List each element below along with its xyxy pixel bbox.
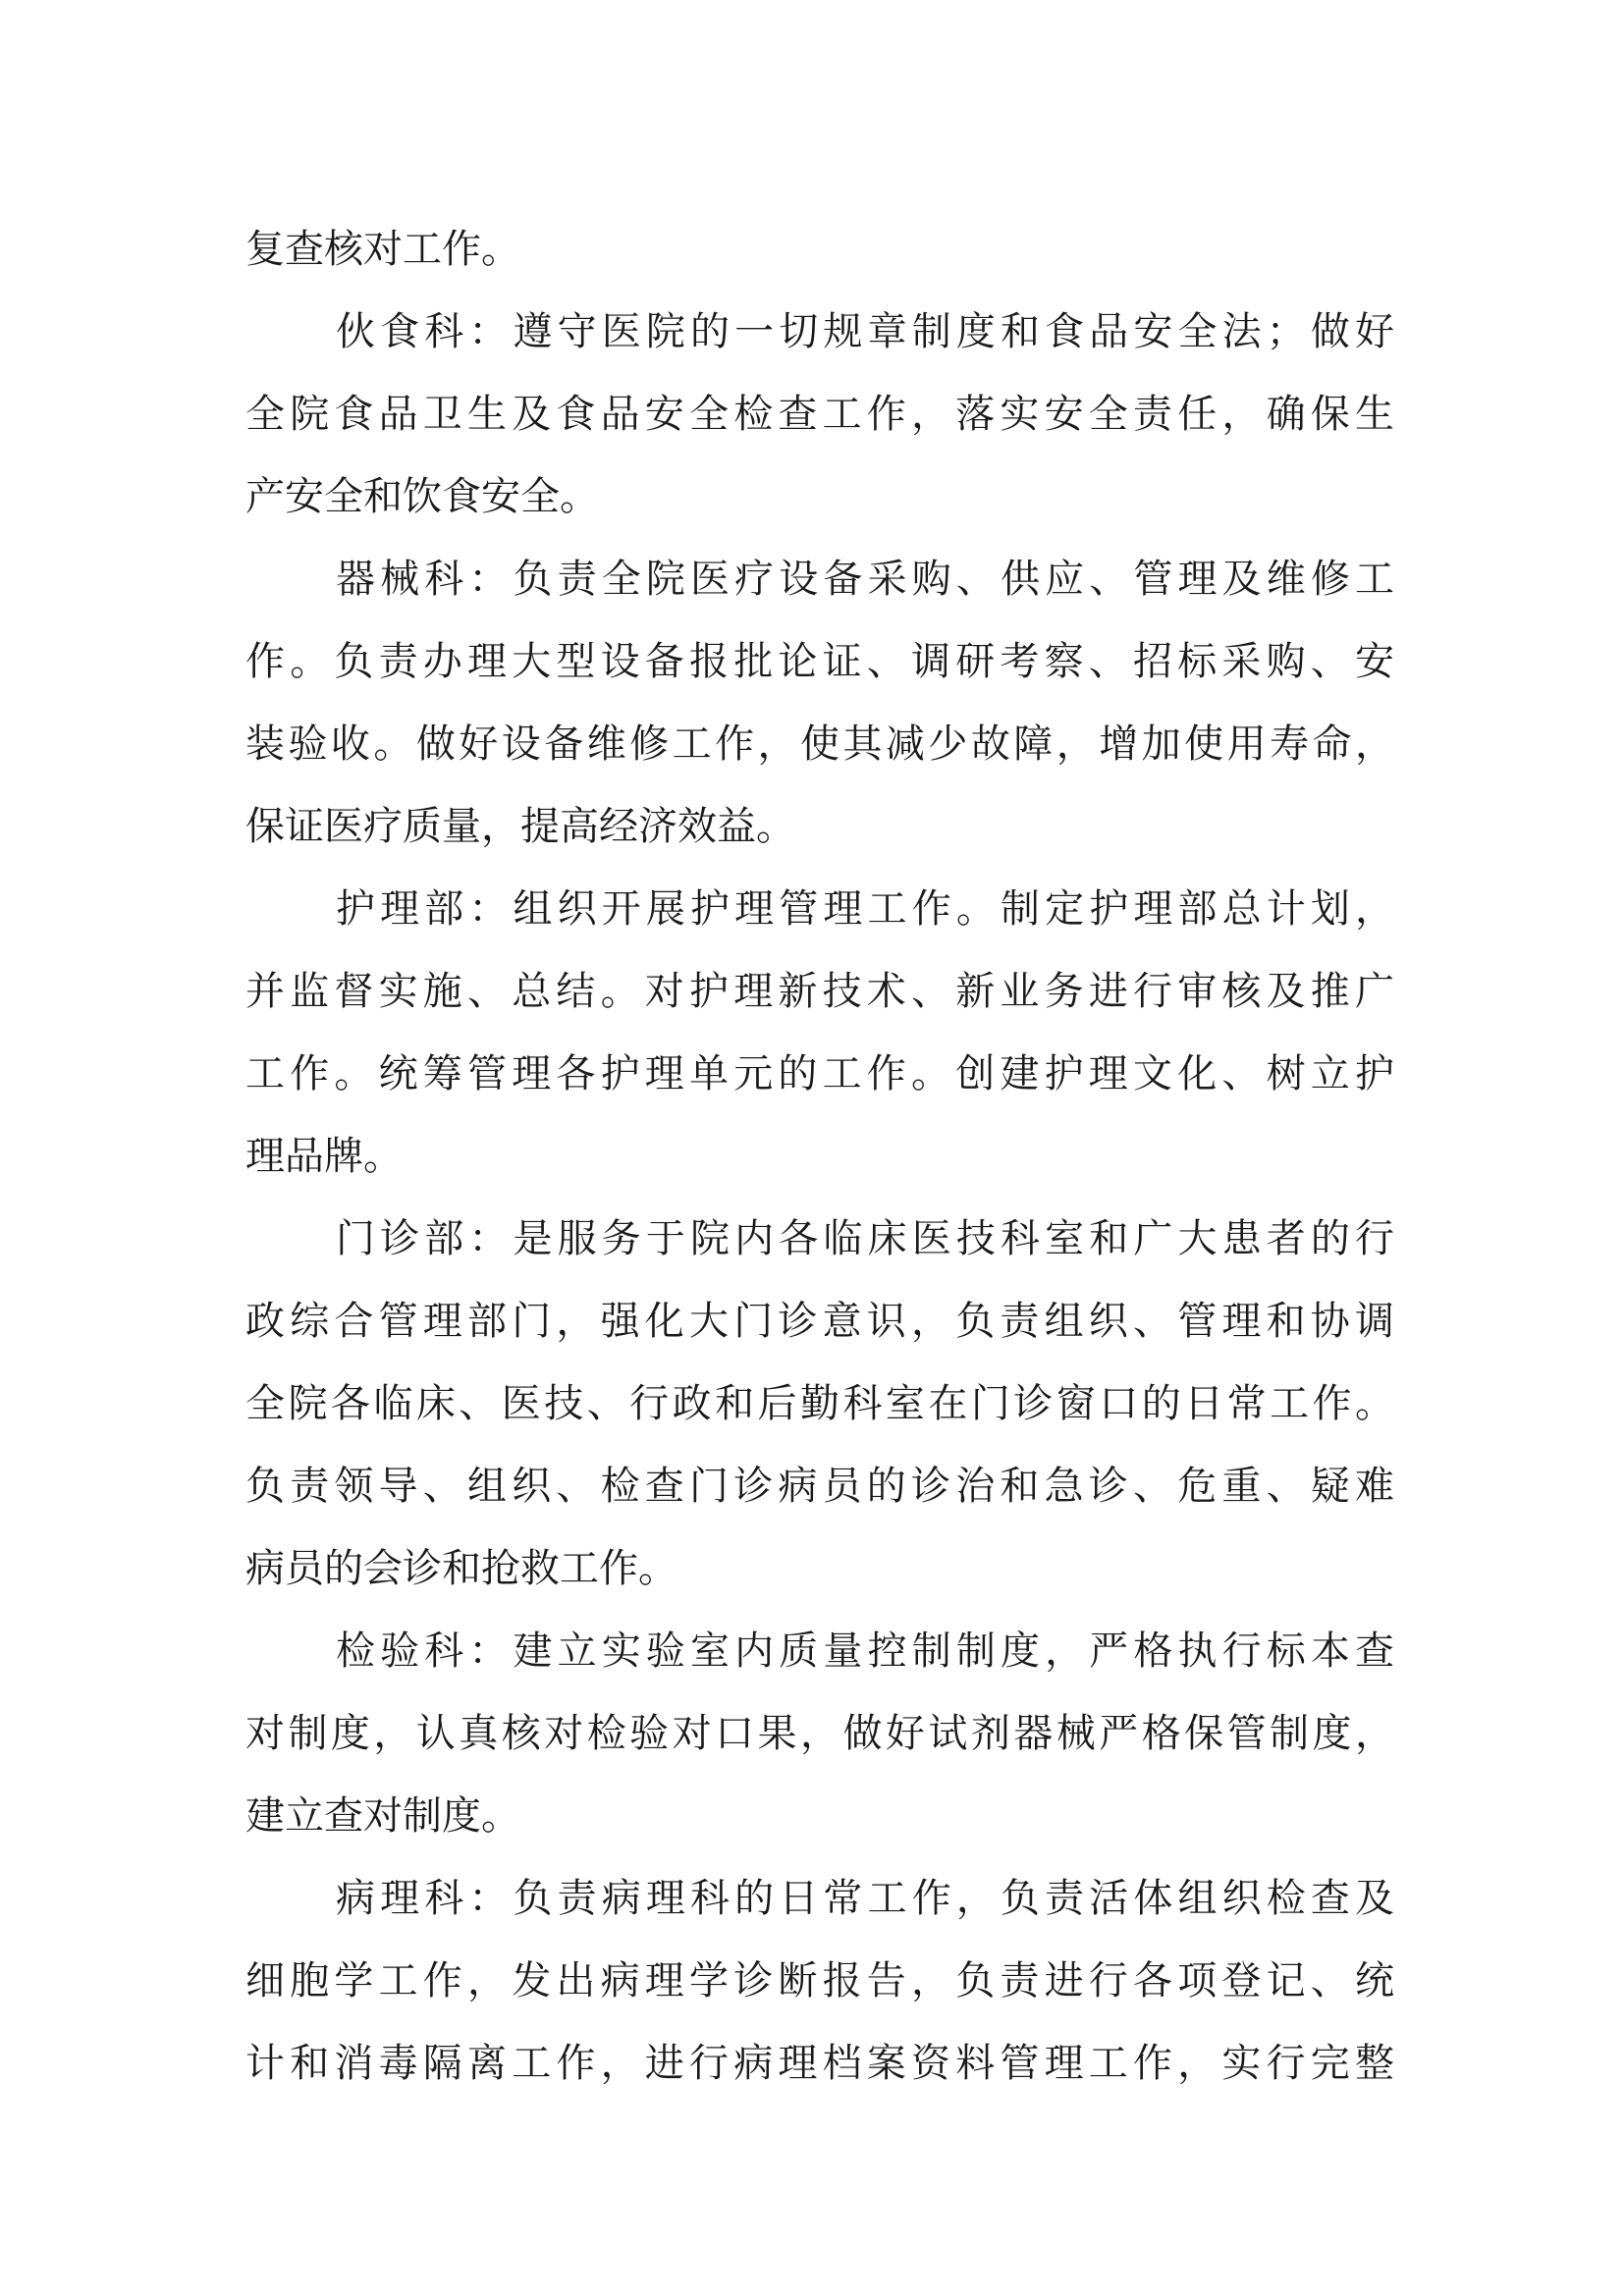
text-line: 装验收。做好设备维修工作，使其减少故障，增加使用寿命， [245,721,1394,767]
text-line: 保证医疗质量，提高经济效益。 [245,804,795,849]
text-line: 病员的会诊和抢救工作。 [245,1546,677,1591]
paragraph-first-line: 门诊部：是服务于院内各临床医技科室和广大患者的行 [336,1216,1394,1261]
text-line: 全院食品卫生及食品安全检查工作，落实安全责任，确保生 [245,392,1394,437]
text-line: 负责领导、组织、检查门诊病员的诊治和急诊、危重、疑难 [245,1464,1394,1509]
text-line: 产安全和饮食安全。 [245,474,599,519]
paragraph-first-line: 器械科：负责全院医疗设备采购、供应、管理及维修工 [336,557,1394,602]
text-line: 并监督实施、总结。对护理新技术、新业务进行审核及推广 [245,969,1394,1014]
paragraph-first-line: 检验科：建立实验室内质量控制制度，严格执行标本查 [336,1629,1394,1674]
text-line: 全院各临床、医技、行政和后勤科室在门诊窗口的日常工作。 [245,1381,1394,1426]
text-line: 理品牌。 [245,1134,403,1179]
text-line: 计和消毒隔离工作，进行病理档案资料管理工作，实行完整 [245,2041,1394,2086]
text-line: 对制度，认真核对检验对口果，做好试剂器械严格保管制度， [245,1711,1394,1756]
document-body [245,208,1394,2105]
paragraph-first-line: 伙食科：遵守医院的一切规章制度和食品安全法；做好 [336,309,1394,354]
paragraph-first-line: 病理科：负责病理科的日常工作，负责活体组织检查及 [336,1876,1394,1921]
text-line: 复查核对工作。 [245,227,520,272]
text-line: 建立查对制度。 [245,1793,520,1839]
paragraph-first-line: 护理部：组织开展护理管理工作。制定护理部总计划， [336,886,1394,932]
text-line: 政综合管理部门，强化大门诊意识，负责组织、管理和协调 [245,1299,1394,1344]
text-line: 作。负责办理大型设备报批论证、调研考察、招标采购、安 [245,639,1394,684]
text-line: 工作。统筹管理各护理单元的工作。创建护理文化、树立护 [245,1051,1394,1096]
text-line: 细胞学工作，发出病理学诊断报告，负责进行各项登记、统 [245,1958,1394,2003]
